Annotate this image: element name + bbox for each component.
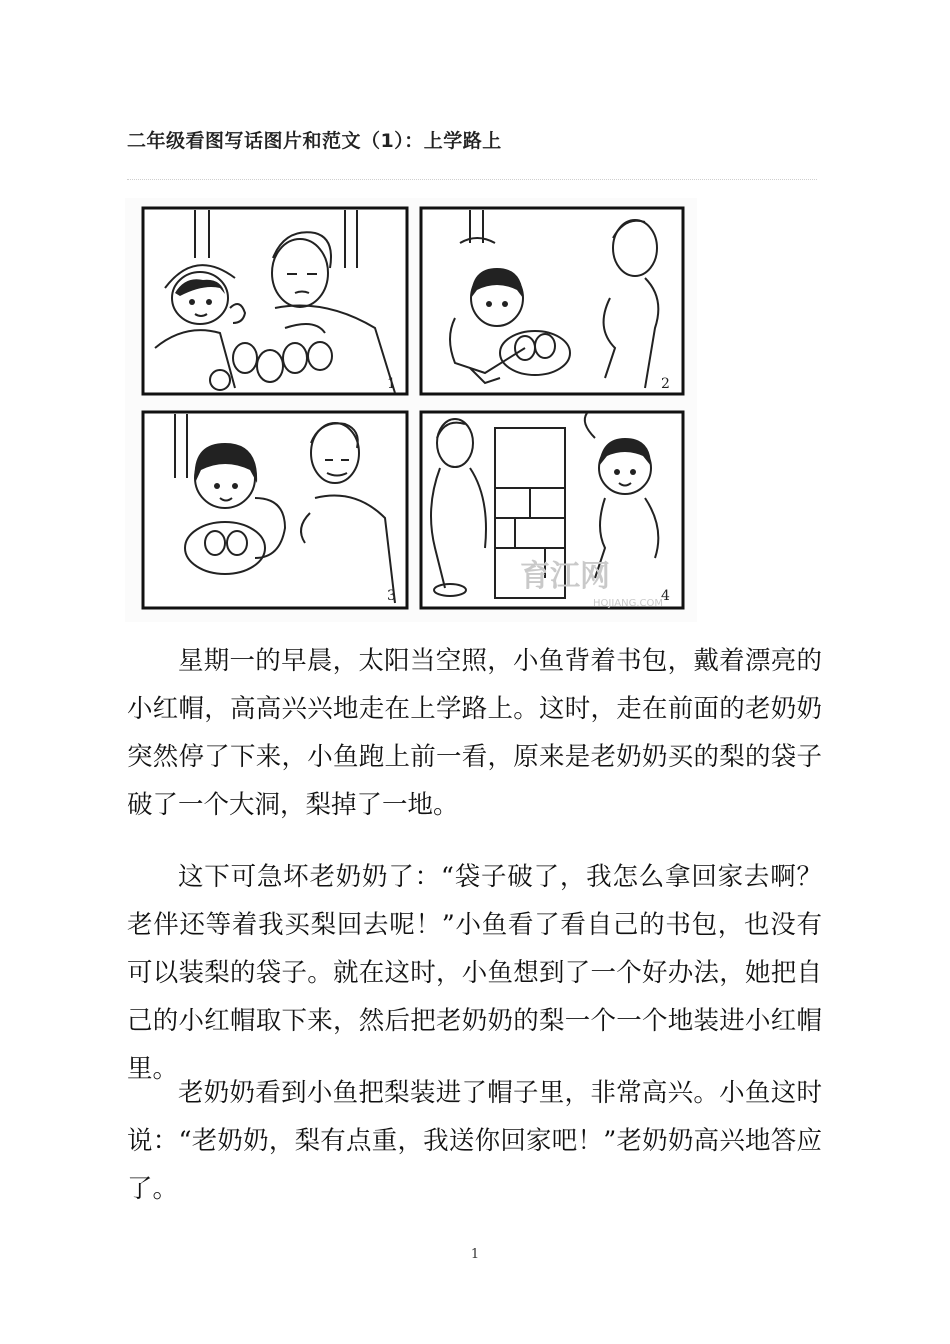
watermark-logo-text: 育江网	[520, 559, 610, 594]
paragraph-2: 这下可急坏老奶奶了：“袋子破了，我怎么拿回家去啊？老伴还等着我买梨回去呢！”小鱼看了看自己的书包，也没有可以装梨的袋子。就在这时，小鱼想到了一个好办法，她把自己的小红帽取下来，然后把老奶奶的梨一个一个地装进小红帽里。	[127, 862, 822, 1084]
comic-panels	[125, 198, 697, 622]
story-illustration	[125, 198, 697, 622]
title-divider	[127, 179, 817, 180]
panel-3	[143, 412, 407, 608]
panel-2	[421, 208, 683, 394]
paragraph-3: 老奶奶看到小鱼把梨装进了帽子里，非常高兴。小鱼这时说：“老奶奶，梨有点重，我送你回家吧！”老奶奶高兴地答应了。	[127, 1078, 822, 1204]
panel-number-3: 3	[387, 588, 396, 604]
panel-number-4: 4	[661, 588, 670, 604]
watermark-url: HOJIANG.COM	[593, 598, 664, 609]
panel-number-2: 2	[661, 376, 670, 392]
panel-1	[143, 208, 407, 394]
panel-4	[421, 412, 683, 609]
page-number: 1	[470, 1247, 480, 1262]
panel-number-1: 1	[387, 376, 396, 392]
document-title: 二年级看图写话图片和范文（1）：上学路上	[127, 130, 502, 152]
paragraph-1: 星期一的早晨，太阳当空照，小鱼背着书包，戴着漂亮的小红帽，高高兴兴地走在上学路上。这时，走在前面的老奶奶突然停了下来，小鱼跑上前一看，原来是老奶奶买的梨的袋子破了一个大洞，梨掉了一地。	[127, 646, 822, 820]
